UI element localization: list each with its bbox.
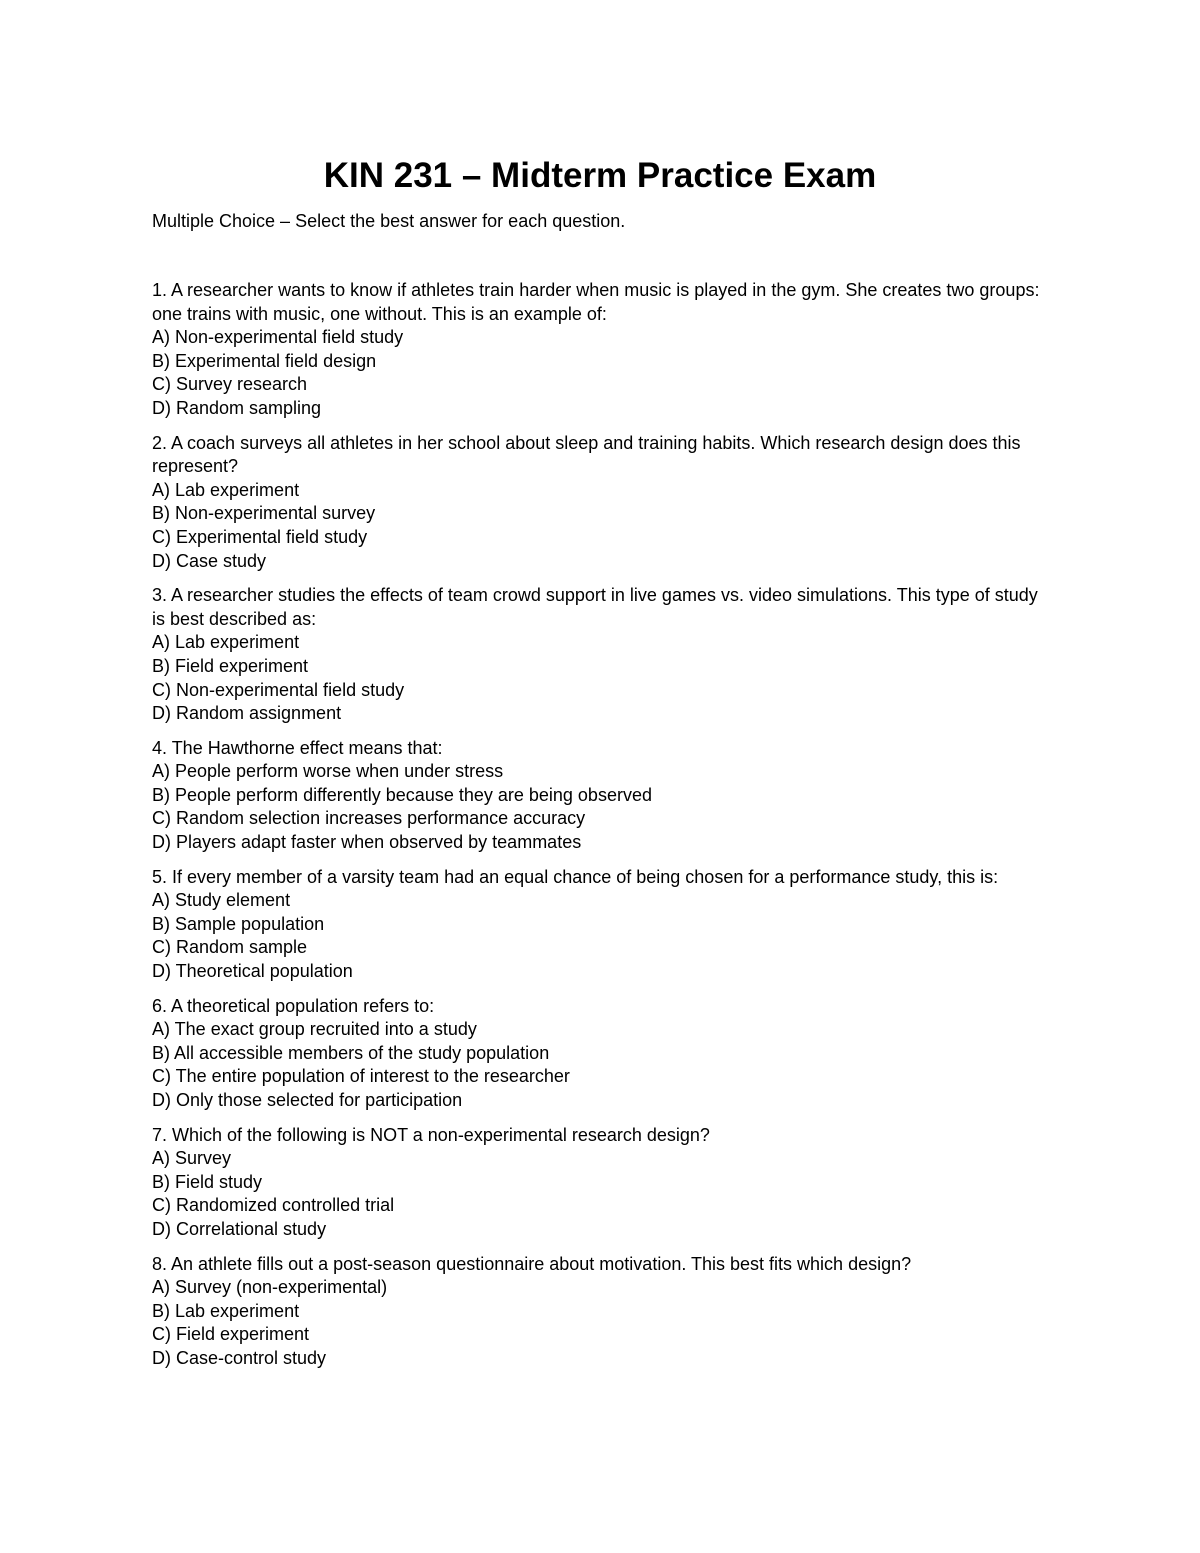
option-c: C) Survey research	[152, 374, 308, 395]
option-b: B) Field study	[152, 1171, 263, 1192]
question-stem: 8. An athlete fills out a post-season questionnaire about motivation. This best fits which design?	[152, 1253, 912, 1274]
option-d: D) Case-control study	[152, 1347, 327, 1368]
answer-options	[152, 326, 1052, 420]
question-stem: 3. A researcher studies the effects of team crowd support in live games vs. video simulations. This type of study is best described as:	[152, 585, 1038, 629]
question-6	[152, 995, 1052, 1113]
question-stem: 2. A coach surveys all athletes in her school about sleep and training habits. Which research design does this represent?	[152, 432, 1021, 477]
option-c: C) Experimental field study	[152, 526, 368, 547]
question-stem: 6. A theoretical population refers to:	[152, 995, 435, 1016]
question-3	[152, 584, 1052, 726]
question-8	[152, 1253, 1052, 1371]
question-stem: 4. The Hawthorne effect means that:	[152, 737, 443, 758]
option-d: D) Random sampling	[152, 397, 322, 418]
option-b: B) Lab experiment	[152, 1300, 300, 1321]
question-5	[152, 866, 1052, 984]
option-b: B) Field experiment	[152, 655, 309, 676]
option-a: A) Non-experimental field study	[152, 327, 404, 348]
option-b: B) All accessible members of the study population	[152, 1042, 550, 1063]
option-b: B) Non-experimental survey	[152, 503, 376, 524]
question-2	[152, 432, 1052, 574]
option-b: B) People perform differently because they are being observed	[152, 784, 652, 805]
option-d: D) Players adapt faster when observed by teammates	[152, 832, 582, 853]
question-4	[152, 737, 1052, 855]
option-c: C) Random selection increases performance accuracy	[152, 808, 586, 829]
option-c: C) Field experiment	[152, 1324, 310, 1345]
option-a: A) Survey	[152, 1148, 232, 1169]
option-a: A) Study element	[152, 890, 291, 911]
option-c: C) Random sample	[152, 937, 308, 958]
answer-options	[152, 1147, 1052, 1241]
option-a: A) The exact group recruited into a study	[152, 1019, 477, 1040]
option-b: B) Sample population	[152, 913, 325, 934]
answer-options	[152, 760, 1052, 854]
option-a: A) Lab experiment	[152, 632, 300, 653]
question-1	[152, 279, 1052, 421]
option-c: C) The entire population of interest to the researcher	[152, 1066, 570, 1087]
option-d: D) Correlational study	[152, 1218, 327, 1239]
option-a: A) Lab experiment	[152, 479, 300, 500]
question-stem: 5. If every member of a varsity team had an equal chance of being chosen for a performance study, this is:	[152, 866, 999, 887]
option-a: A) People perform worse when under stress	[152, 761, 504, 782]
option-c: C) Randomized controlled trial	[152, 1195, 395, 1216]
option-b: B) Experimental field design	[152, 350, 377, 371]
option-d: D) Case study	[152, 550, 267, 571]
option-d: D) Random assignment	[152, 703, 342, 724]
answer-options	[152, 631, 1052, 725]
question-7	[152, 1124, 1052, 1242]
answer-options	[152, 889, 1052, 983]
answer-options	[152, 1018, 1052, 1112]
answer-options	[152, 479, 1052, 573]
question-list	[152, 279, 1052, 1382]
question-stem: 1. A researcher wants to know if athletes train harder when music is played in the gym. She creates two groups: one trains with music, one without. This is an example of:	[152, 280, 1040, 324]
option-a: A) Survey (non-experimental)	[152, 1277, 388, 1298]
option-d: D) Only those selected for participation	[152, 1090, 463, 1110]
answer-options	[152, 1276, 1052, 1370]
option-c: C) Non-experimental field study	[152, 679, 405, 700]
page-title: KIN 231 – Midterm Practice Exam	[323, 156, 877, 195]
option-d: D) Theoretical population	[152, 961, 353, 982]
question-stem: 7. Which of the following is NOT a non-experimental research design?	[152, 1124, 710, 1145]
instructions-text: Multiple Choice – Select the best answer for each question.	[152, 211, 626, 231]
